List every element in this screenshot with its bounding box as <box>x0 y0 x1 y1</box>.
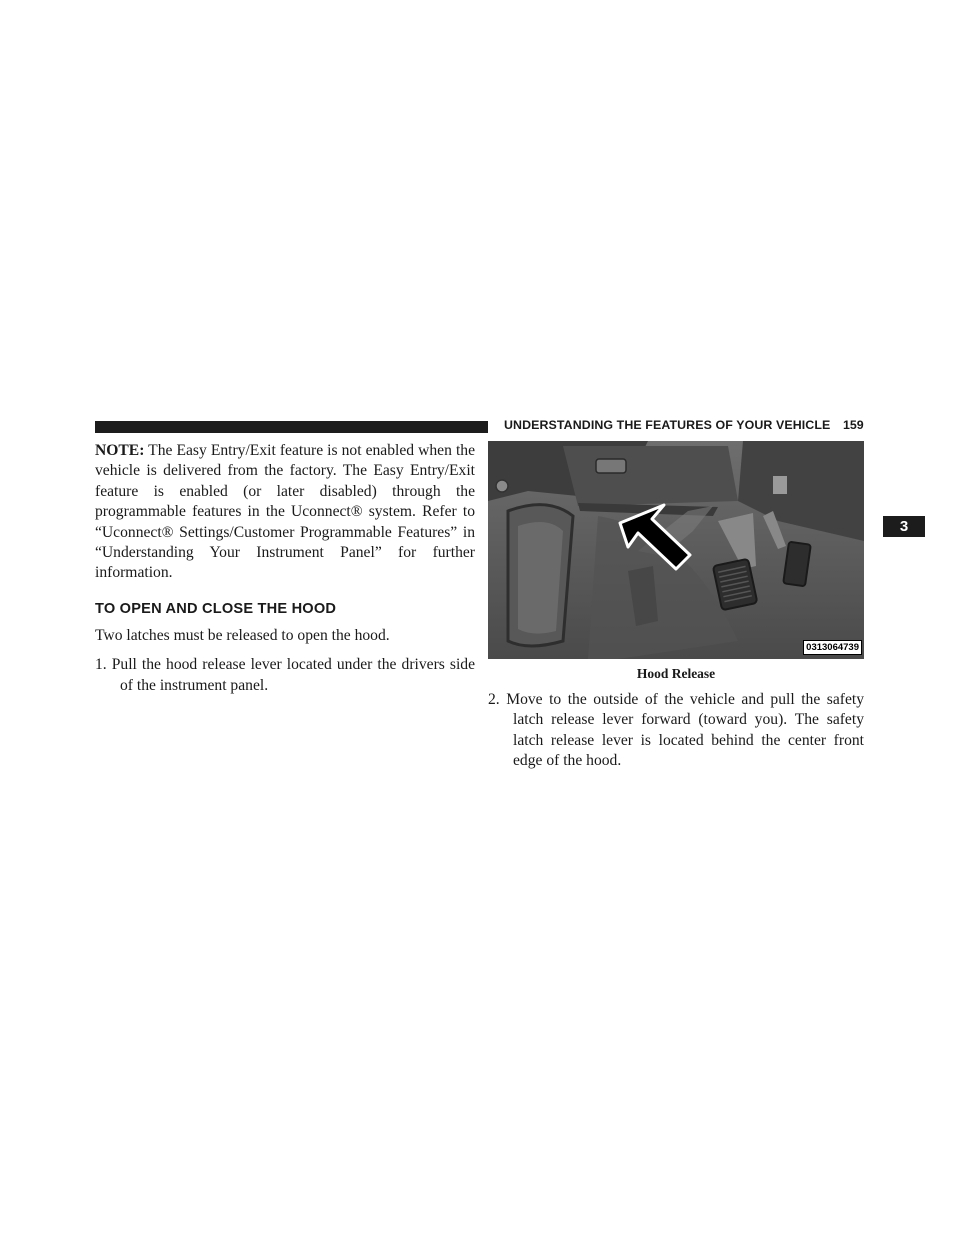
note-text: The Easy Entry/Exit feature is not enabled when the vehicle is delivered from the factory. The Easy Entry/Exit feature is enabled (or later disabled) through the programmable features in the Uconnect® system. Refer to “Uconnect® Settings/Customer Programmable Features” in “Understanding Your Instrument Panel” for further information. <box>95 442 475 582</box>
header-rule <box>95 421 488 433</box>
chapter-tab: 3 <box>883 516 925 537</box>
section-heading: TO OPEN AND CLOSE THE HOOD <box>95 600 337 617</box>
step-1: 1. Pull the hood release lever located under the drivers side of the instrument panel. <box>95 656 475 694</box>
note-paragraph <box>95 441 475 584</box>
step-2: 2. Move to the outside of the vehicle and pull the safety latch release lever forward (toward you). The safety latch release lever is located behind the center front edge of the hood. <box>488 691 864 770</box>
running-header-title: UNDERSTANDING THE FEATURES OF YOUR VEHICLE <box>504 418 831 432</box>
hood-release-illustration <box>488 441 864 659</box>
section-intro: Two latches must be released to open the hood. <box>95 626 390 644</box>
right-column <box>488 690 864 772</box>
hood-release-figure <box>488 441 864 659</box>
left-column <box>95 441 475 696</box>
figure-code: 0313064739 <box>803 640 862 655</box>
page-number: 159 <box>843 418 864 432</box>
figure-caption: Hood Release <box>636 666 716 681</box>
note-label: NOTE: <box>95 442 145 459</box>
